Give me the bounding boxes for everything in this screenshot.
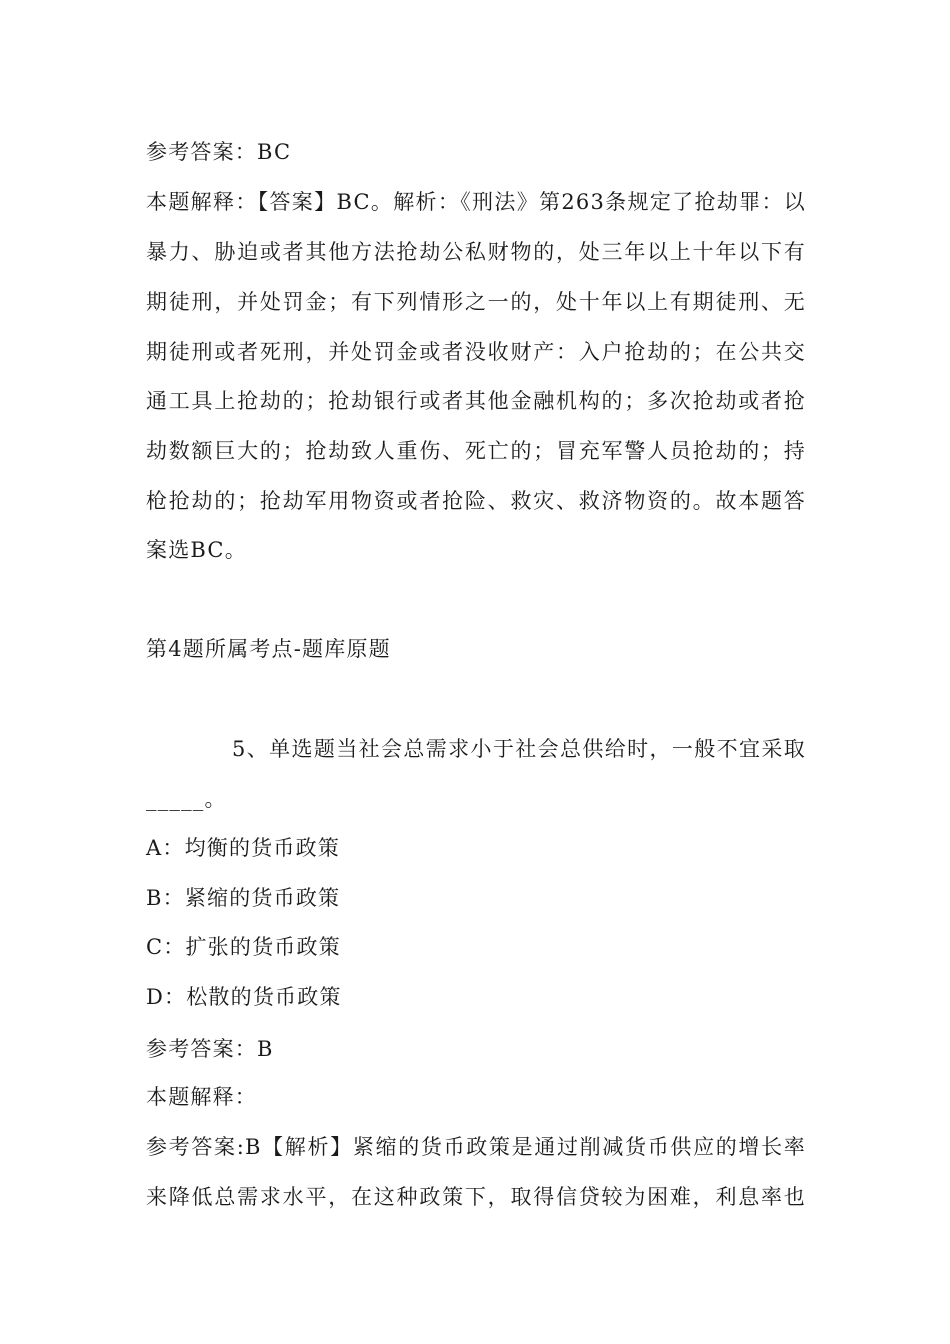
q5-explanation-line: 来降低总需求水平，在这种政策下，取得信贷较为困难，利息率也 (146, 1185, 806, 1209)
q5-option-c: C：扩张的货币政策 (146, 935, 341, 959)
q5-explanation-label: 本题解释： (146, 1085, 257, 1109)
q4-explanation-line: 案选BC。 (146, 538, 247, 562)
q5-question: 5、单选题当社会总需求小于社会总供给时，一般不宜采取 (232, 737, 806, 761)
q4-explanation-line: 期徒刑，并处罚金；有下列情形之一的，处十年以上有期徒刑、无 (146, 290, 806, 314)
q4-explanation-line: 本题解释：【答案】BC。解析：《刑法》第263条规定了抢劫罪：以 (146, 190, 806, 214)
q5-option-a: A：均衡的货币政策 (146, 836, 340, 860)
q5-explanation-line: 参考答案:B【解析】紧缩的货币政策是通过削减货币供应的增长率 (146, 1135, 806, 1159)
q4-explanation-line: 期徒刑或者死刑，并处罚金或者没收财产：入户抢劫的；在公共交 (146, 340, 806, 364)
q5-question-blank: _____。 (146, 787, 227, 811)
q5-option-b: B：紧缩的货币政策 (146, 886, 341, 910)
q4-explanation-line: 暴力、胁迫或者其他方法抢劫公私财物的，处三年以上十年以下有 (146, 240, 806, 264)
q5-option-d: D：松散的货币政策 (146, 985, 342, 1009)
q4-explanation-line: 劫数额巨大的；抢劫致人重伤、死亡的；冒充军警人员抢劫的；持 (146, 439, 806, 463)
q4-explanation-line: 枪抢劫的；抢劫军用物资或者抢险、救灾、救济物资的。故本题答 (146, 489, 806, 513)
q4-topic: 第4题所属考点-题库原题 (146, 637, 391, 661)
q4-answer: 参考答案：BC (146, 140, 292, 164)
q5-answer: 参考答案：B (146, 1037, 274, 1061)
q4-explanation-line: 通工具上抢劫的；抢劫银行或者其他金融机构的；多次抢劫或者抢 (146, 389, 806, 413)
